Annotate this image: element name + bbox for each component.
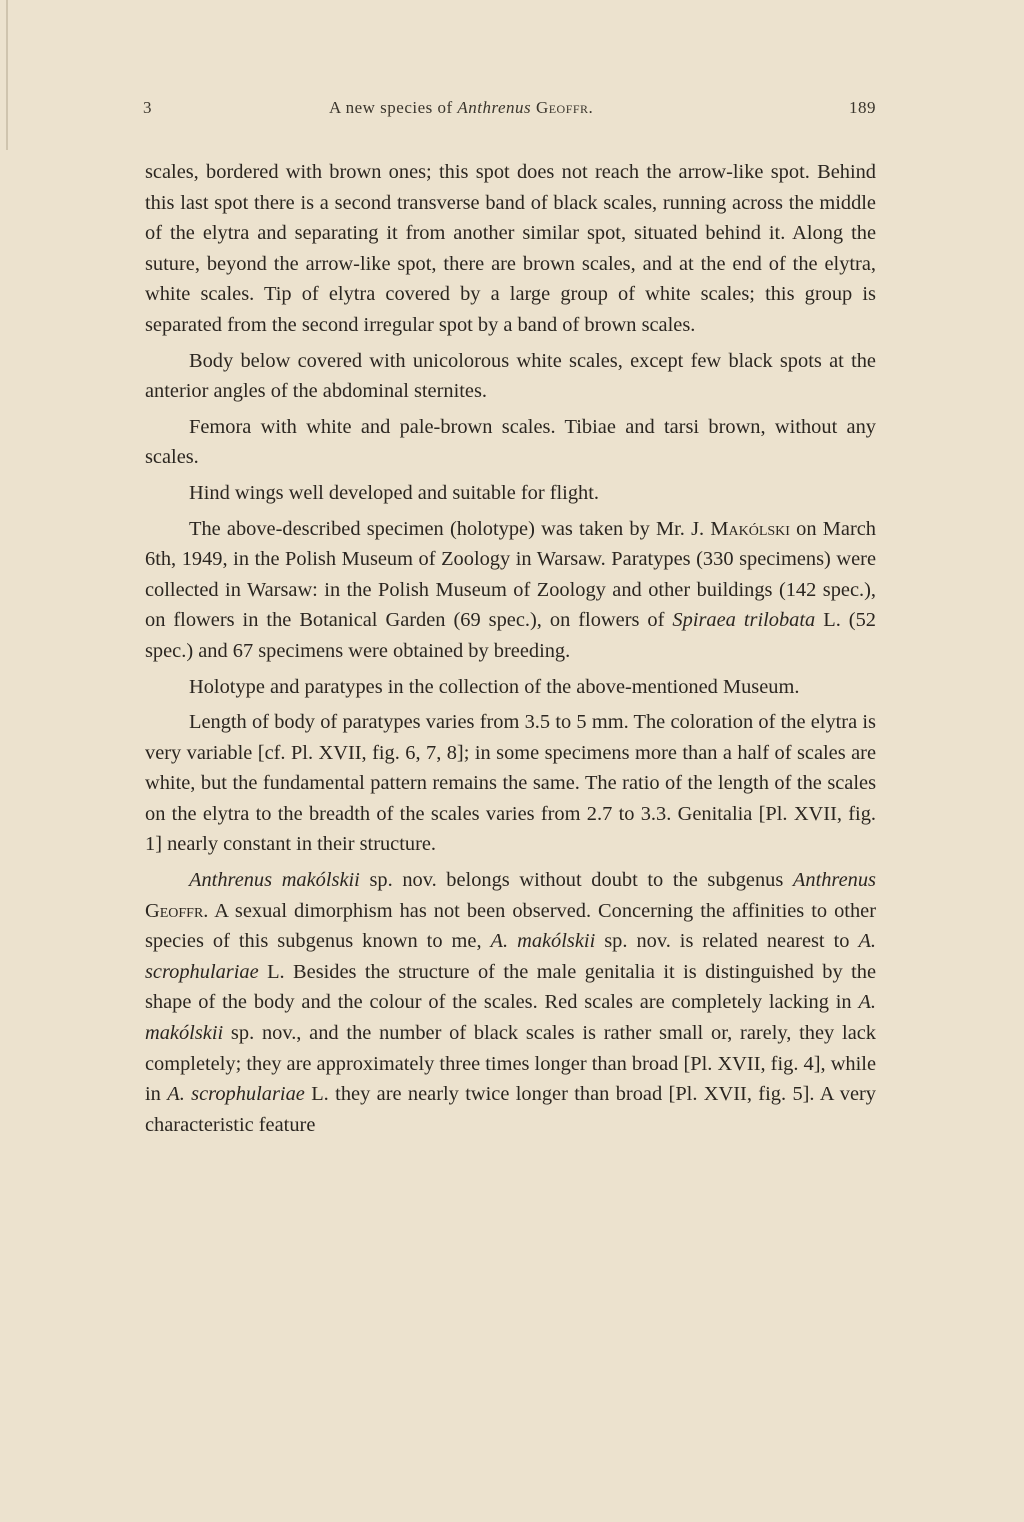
author-name: Geoffr.	[145, 899, 209, 922]
p5-text-b: on March 6th, 1949, in the Polish Museum of Zoology in Warsaw. Paratypes (330 specimens) were collected in Warsaw: in the Polish Museum of Zoology and other buildings (142 spec.), on flowers in the Botanical Garden (69 spec.), on flowers of	[145, 517, 876, 632]
running-title-genus: Anthrenus	[457, 98, 532, 117]
paragraph-3: Femora with white and pale-brown scales. Tibiae and tarsi brown, without any scales.	[145, 415, 876, 469]
subgenus-name: Anthrenus	[792, 869, 876, 892]
paragraph-4: Hind wings well developed and suitable for flight.	[189, 481, 599, 504]
body-text	[145, 157, 876, 1140]
species-name-1: Anthrenus makólskii	[189, 869, 360, 892]
running-title-author: Geoffr.	[535, 98, 594, 117]
page-number-left: 3	[143, 98, 152, 117]
paragraph-2: Body below covered with unicolorous white scales, except few black spots at the anterior angles of the abdominal sternites.	[145, 349, 876, 403]
binding-edge	[6, 0, 8, 150]
p8-text-e: L. Besides the structure of the male genitalia it is distinguished by the shape of the body and the colour of the scales. Red scales are completely lacking in	[145, 960, 876, 1014]
p8-text-d: sp. nov. is related nearest to	[595, 930, 859, 953]
paragraph-7: Length of body of paratypes varies from 3.5 to 5 mm. The coloration of the elytra is very variable [cf. Pl. XVII, fig. 6, 7, 8]; in some specimens more than a half of scales are white, but the fundamental pattern remains the same. The ratio of the length of the scales on the elytra to the breadth of the scales varies from 2.7 to 3.3. Genitalia [Pl. XVII, fig. 1] nearly constant in their structure.	[145, 711, 876, 856]
species-name-3: A. scrophulariae	[145, 930, 876, 983]
species-name-5: A. scrophulariae	[167, 1083, 305, 1106]
p8-text-g: L. they are nearly twice longer than broad [Pl. XVII, fig. 5]. A very characteristic feature	[145, 1083, 876, 1136]
p5-text-a: The above-described specimen (holotype) was taken by Mr. J.	[189, 517, 711, 540]
page-number-right: 189	[849, 98, 876, 117]
running-title-prefix: A new species of	[329, 98, 458, 117]
running-head	[143, 98, 876, 122]
paragraph-6: Holotype and paratypes in the collection of the above-mentioned Museum.	[189, 675, 800, 698]
collector-name: Makólski	[710, 517, 790, 540]
paragraph-1: scales, bordered with brown ones; this spot does not reach the arrow-like spot. Behind this last spot there is a second transverse band of black scales, running across the middle of the elytra and separating it from another similar spot, situated behind it. Along the suture, beyond the arrow-like spot, there are brown scales, and at the end of the elytra, white scales. Tip of elytra covered by a large group of white scales; this group is separated from the second irregular spot by a band of brown scales.	[145, 161, 876, 336]
p8-text-c: A sexual dimorphism has not been observed. Concerning the affinities to other species of this subgenus known to me,	[145, 899, 876, 953]
p5-text-c: L. (52 spec.) and 67 specimens were obtained by breeding.	[145, 609, 876, 662]
plant-name: Spiraea trilobata	[672, 609, 816, 632]
species-name-4: A. makólskii	[145, 991, 876, 1045]
paragraph-8	[145, 865, 876, 1140]
species-name-2: A. makólskii	[490, 930, 596, 953]
p8-text-a: sp. nov. belongs without doubt to the subgenus	[359, 869, 793, 892]
p8-text-f: sp. nov., and the number of black scales is rather small or, rarely, they lack completely; they are approximately three times longer than broad [Pl. XVII, fig. 4], while in	[145, 1022, 877, 1106]
paragraph-5	[145, 514, 876, 667]
running-title	[329, 98, 593, 118]
